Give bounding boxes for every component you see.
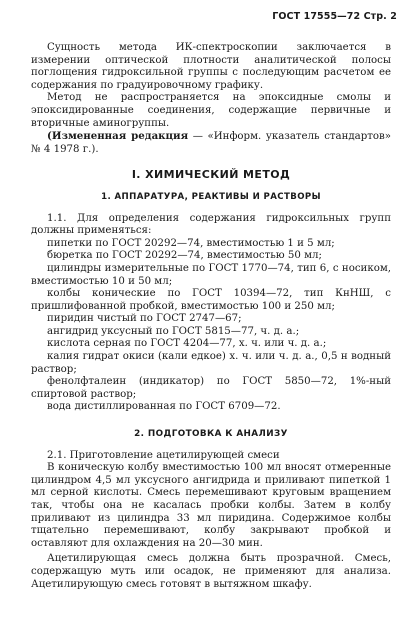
list-item-potassium-hydroxide: калия гидрат окиси (кали едкое) х. ч. или ч. д. а., 0,5 н водный раствор; [31,351,391,375]
list-item-water: вода дистиллированная по ГОСТ 6709—72. [47,401,281,413]
amendment-note [31,130,391,156]
section-title-preparation: 2. ПОДГОТОВКА К АНАЛИЗУ [134,429,288,440]
list-item-burette: бюретка по ГОСТ 20292—74, вместимостью 50 мл; [47,250,322,262]
list-item-phenolphthalein: фенолфталеин (индикатор) по ГОСТ 5850—72, 1%-ный спиртовой раствор; [31,376,391,400]
page-header: ГОСТ 17555—72 Стр. 2 [272,11,397,22]
clause-1-1: 1.1. Для определения содержания гидроксильных групп должны применяться: [31,212,391,237]
intro-paragraph-2: Метод не распространяется на эпоксидные смолы и эпоксидированные соединения, содержащие первичные и вторичные аминогруппы. [31,92,391,129]
section-title-chemical-method: I. ХИМИЧЕСКИЙ МЕТОД [131,168,291,182]
list-item-pyridine: пиридин чистый по ГОСТ 2747—67; [47,313,242,325]
intro-paragraph-1: Сущность метода ИК-спектроскопии заключается в измерении оптической плотности аналитической полосы поглощения гидроксильной группы с последующим расчетом ее содержания по градуировочному графику. [31,42,391,91]
clause-2-1-note: Ацетилирующая смесь должна быть прозрачной. Смесь, содержащую муть или осадок, не применяют для анализа. Ацетилирующую смесь готовят в вытяжном шкафу. [31,553,391,590]
clause-2-1-text: В коническую колбу вместимостью 100 мл вносят отмеренные цилиндром 4,5 мл уксусного ангидрида и приливают пипеткой 1 мл серной кислоты. Смесь перемешивают круговым вращением так, чтобы она не касалась пробки колбы. Затем в колбу приливают из цилиндра 33 мл пиридина. Содержимое колбы тщательно перемешивают, колбу закрывают пробкой и оставляют для охлаждения на 20—30 мин. [31,462,391,549]
list-item-flasks: колбы конические по ГОСТ 10394—72, тип КнНШ, с пришлифованной пробкой, вместимостью 100 и 250 мл; [31,288,391,312]
clause-2-1-title: 2.1. Приготовление ацетилирующей смеси [47,449,280,461]
list-item-sulfuric-acid: кислота серная по ГОСТ 4204—77, х. ч. или ч. д. а.; [47,338,327,350]
document-body [31,42,391,591]
list-item-anhydride: ангидрид уксусный по ГОСТ 5815—77, ч. д. а.; [47,325,300,337]
amendment-label: (Измененная редакция [47,130,189,143]
amendment-source: — «Информ. указатель стандартов» № 4 1978 г.). [31,131,392,155]
section-title-apparatus: 1. АППАРАТУРА, РЕАКТИВЫ И РАСТВОРЫ [101,191,321,202]
list-item-cylinders: цилиндры измерительные по ГОСТ 1770—74, тип 6, с носиком, вместимостью 10 и 50 мл; [31,262,391,287]
list-item-pipettes: пипетки по ГОСТ 20292—74, вместимостью 1 и 5 мл; [47,237,335,249]
